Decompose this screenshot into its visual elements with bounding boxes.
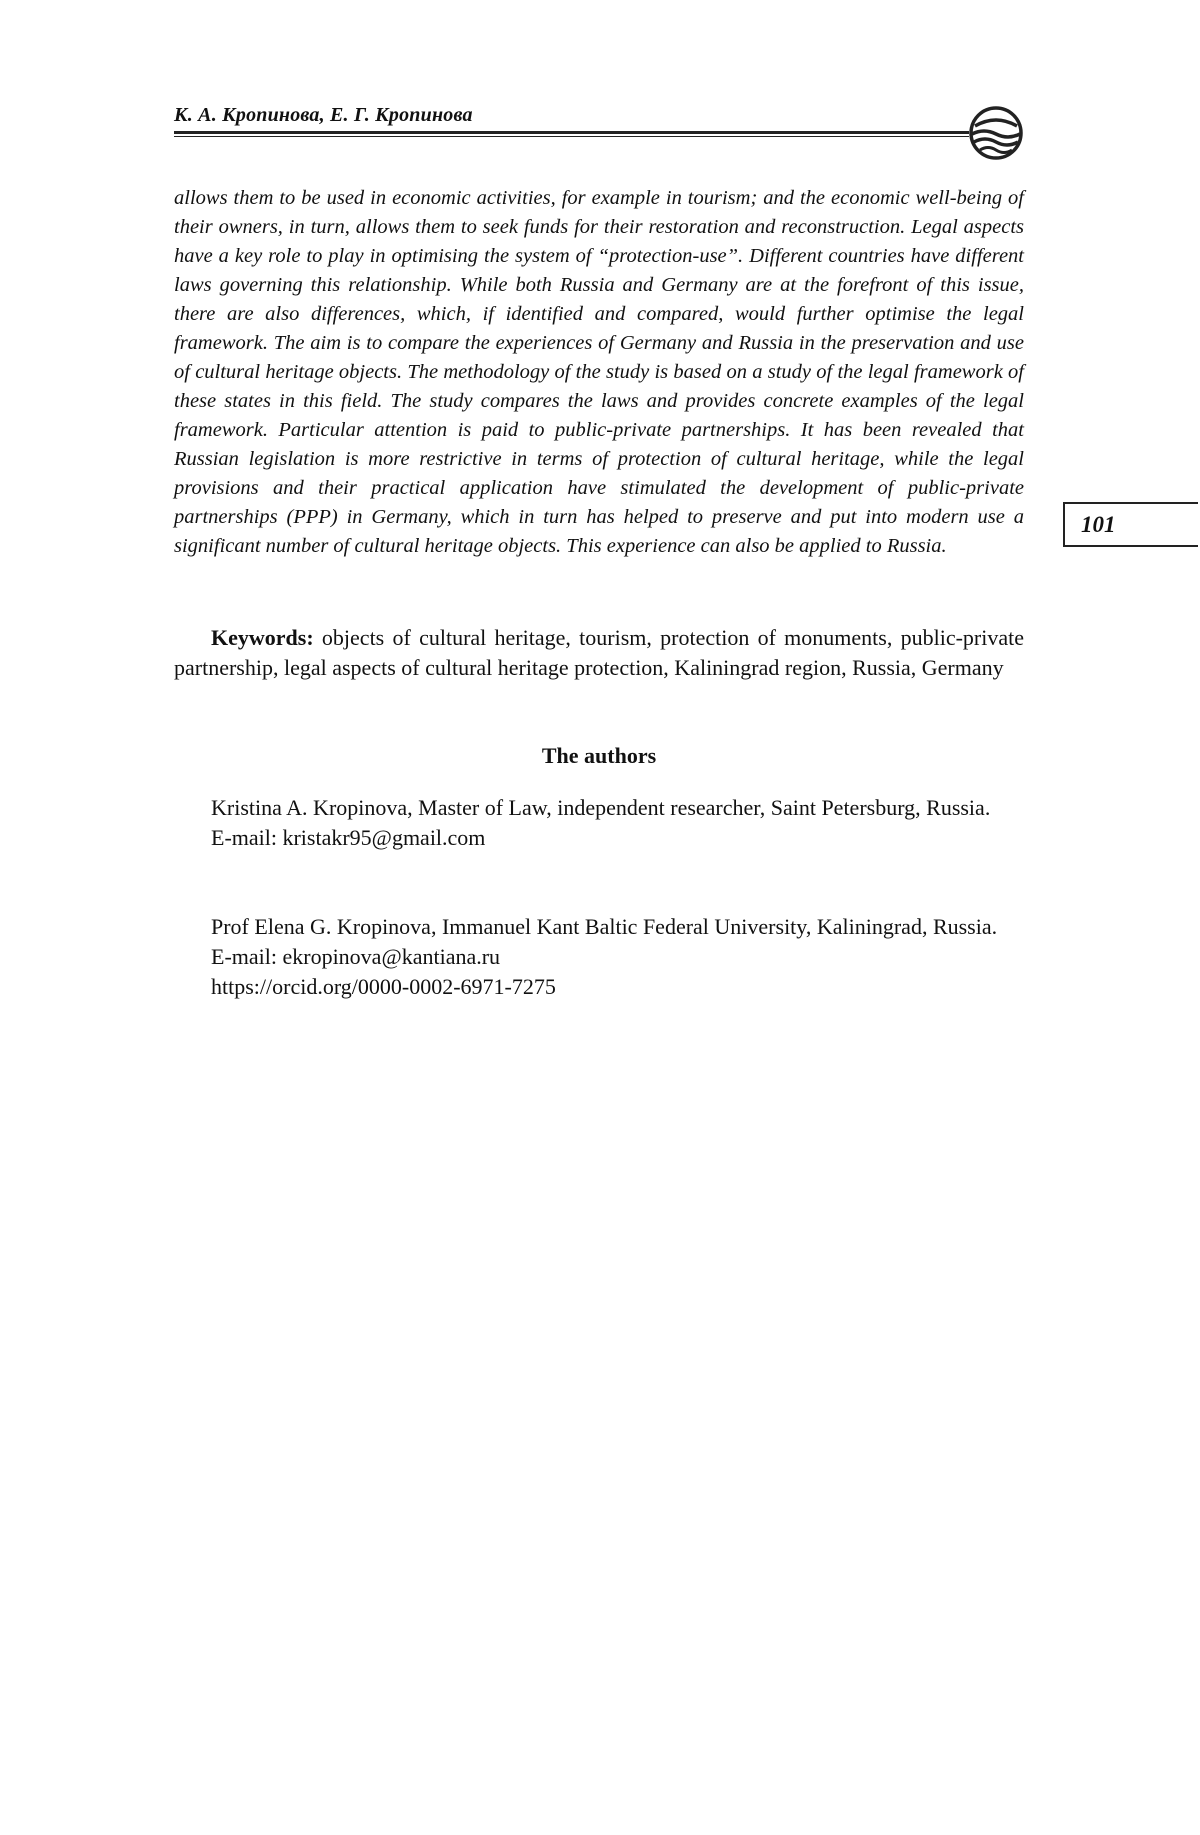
author-entry <box>174 793 1024 853</box>
author-email: E-mail: kristakr95@gmail.com <box>211 825 486 850</box>
header-rule-thin <box>174 136 969 137</box>
running-head: К. А. Кропинова, Е. Г. Кропинова <box>174 104 473 126</box>
page-number-box <box>1063 502 1198 547</box>
author-email: E-mail: ekropinova@kantiana.ru <box>211 944 501 969</box>
author-affiliation: Kristina A. Kropinova, Master of Law, independent researcher, Saint Petersburg, Russia. <box>211 795 991 820</box>
author-entry <box>174 912 1024 1002</box>
author-orcid-link[interactable]: https://orcid.org/0000-0002-6971-7275 <box>211 974 556 999</box>
abstract-text: allows them to be used in economic activities, for example in tourism; and the economic well-being of their owners, in turn, allows them to seek funds for their restoration and reconstruction. Legal aspects have a key role to play in optimising the system of “protection-use”. Different countries have different laws governing this relationship. While both Russia and Germany are at the forefront of this issue, there are also differences, which, if identified and compared, would further optimise the legal framework. The aim is to compare the experiences of Germany and Russia in the preservation and use of cultural heritage objects. The methodology of the study is based on a study of the legal framework of these states in this field. The study compares the laws and provides concrete examples of the legal framework. Particular attention is paid to public-private partnerships. It has been revealed that Russian legislation is more restrictive in terms of protection of cultural heritage, while the legal provisions and their practical application have stimulated the development of public-private partnerships (PPP) in Germany, which in turn has helped to preserve and put into modern use a significant number of cultural heritage objects. This experience can also be applied to Russia. <box>174 187 1024 557</box>
author-affiliation: Prof Elena G. Kropinova, Immanuel Kant Baltic Federal University, Kaliningrad, Russia. <box>211 914 998 939</box>
journal-logo-icon <box>967 104 1025 162</box>
keywords-label: Keywords: <box>211 625 314 650</box>
page-number: 101 <box>1081 512 1116 537</box>
keywords-paragraph <box>174 623 1024 683</box>
authors-heading: The authors <box>541 743 657 768</box>
header-rule-thick <box>174 131 969 134</box>
keywords-text: objects of cultural heritage, tourism, protection of monuments, public-private partnership, legal aspects of cultural heritage protection, Kaliningrad region, Russia, Germany <box>174 625 1024 680</box>
